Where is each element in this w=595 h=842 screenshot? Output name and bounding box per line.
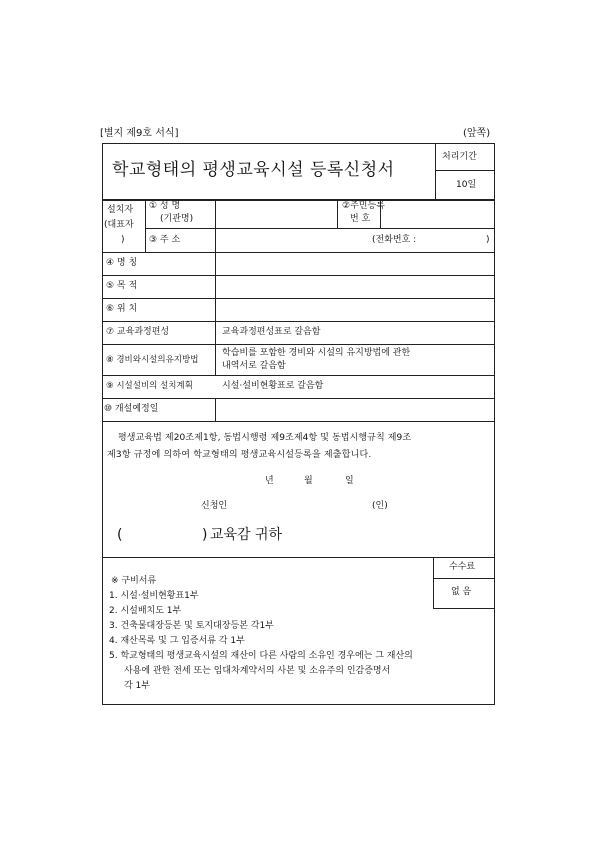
applicant-group-label: 설치자 — [107, 205, 134, 215]
id-number-label-2: 번 호 — [350, 214, 371, 224]
document-item: 2. 시설배치도 1부 — [109, 606, 182, 616]
addressee-close: ) — [202, 527, 208, 543]
side-label: (앞쪽) — [463, 128, 491, 139]
phone-label: (전화번호 : — [372, 235, 417, 245]
field-curriculum-label: ⑦ 교육과정편성 — [106, 327, 170, 337]
date-day: 일 — [345, 476, 354, 486]
processing-period-value: 10일 — [456, 180, 477, 190]
document-item: 1. 시설·설비현황표1부 — [109, 591, 199, 601]
date-month: 월 — [304, 476, 313, 486]
applicant-group-label-2: (대표자 — [104, 220, 134, 230]
processing-period-label: 처리기간 — [442, 152, 477, 162]
form-title: 학교형태의 평생교육시설 등록신청서 — [112, 160, 395, 180]
field-maintenance-value: 학습비를 포함한 경비와 시설의 유지방법에 관한 — [222, 348, 411, 358]
addressee-open: ( — [117, 527, 123, 543]
field-name-label: ④ 명 칭 — [106, 258, 138, 268]
document-item-continued: 각 1부 — [124, 681, 150, 691]
applicant-group-label-3: ) — [121, 235, 125, 245]
field-curriculum-value: 교육과정편성표로 갈음함 — [222, 327, 321, 337]
document-item: 3. 건축물대장등본 및 토지대장등본 각1부 — [109, 621, 274, 631]
field-location-label: ⑥ 위 치 — [106, 304, 138, 314]
applicant-label: 신청인 — [201, 501, 228, 511]
field-maintenance-value-2: 내역서로 갈음함 — [222, 361, 286, 371]
fee-label: 수수료 — [449, 562, 476, 572]
phone-close: ) — [486, 235, 490, 245]
statement-line-2: 제3항 규정에 의하여 학교형태의 평생교육시설등록을 제출합니다. — [107, 450, 372, 460]
name-label-sub: (기관명) — [160, 214, 194, 224]
statement-line-1: 평생교육법 제20조제1항, 동법시행령 제9조제4항 및 동법시행규칙 제9조 — [118, 433, 412, 443]
field-facility-plan-label: ⑨ 시설설비의 설치계획 — [106, 381, 193, 391]
seal-mark: (인) — [372, 501, 388, 511]
document-item-continued: 사용에 관한 전세 또는 임대차계약서의 사본 및 소유주의 인감증명서 — [124, 666, 391, 676]
documents-title: ※ 구비서류 — [111, 576, 157, 586]
document-item: 5. 학교형태의 평생교육시설의 재산이 다른 사람의 소유인 경우에는 그 재산의 — [109, 651, 413, 661]
field-maintenance-label: ⑧ 경비와시설의유지방법 — [106, 355, 199, 365]
address-label: ③ 주 소 — [149, 235, 181, 245]
field-purpose-label: ⑤ 목 적 — [106, 281, 138, 291]
id-number-label: ②주민등록 — [342, 201, 385, 211]
fee-value: 없 음 — [451, 587, 472, 597]
field-opening-date-label: ⑩ 개설예정일 — [104, 404, 159, 414]
date-year: 년 — [265, 476, 274, 486]
field-facility-plan-value: 시설·설비현황표로 갈음함 — [222, 381, 324, 391]
document-item: 4. 재산목록 및 그 입증서류 각 1부 — [109, 636, 245, 646]
form-number: [별지 제9호 서식] — [100, 128, 179, 139]
addressee-text: 교육감 귀하 — [210, 527, 283, 543]
name-label: ① 성 명 — [149, 201, 181, 211]
